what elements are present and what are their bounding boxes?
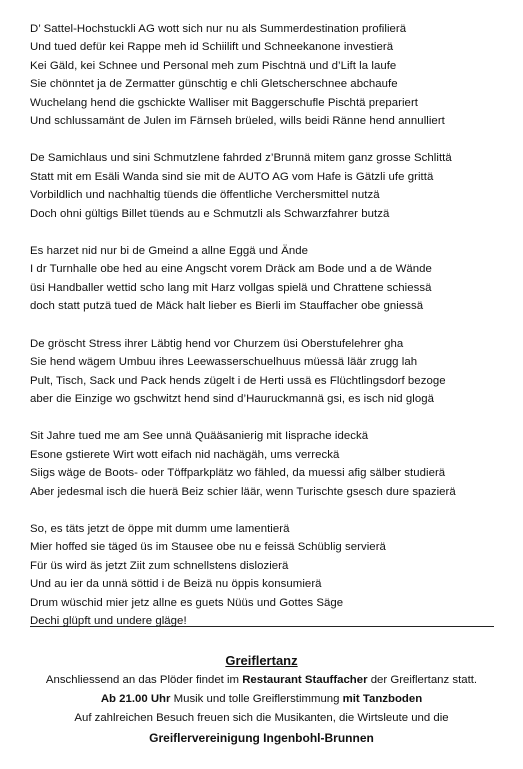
- poem-line: Für üs wird äs jetzt Ziit zum schnellstens dislozierä: [30, 559, 289, 572]
- stanza: [30, 242, 510, 316]
- poem-line: Statt mit em Esäli Wanda sind sie mit de AUTO AG vom Hafe is Gätzli ufe grittä: [30, 170, 434, 183]
- stanza: [30, 520, 510, 630]
- poem-line: De Samichlaus und sini Schmutzlene fahrded z’Brunnä mitem ganz grosse Schlittä: [30, 152, 452, 165]
- poem-line: Pult, Tisch, Sack und Pack hends zügelt i de Herti ussä es Flüchtlingsdorf bezoge: [30, 374, 446, 387]
- announcement-line-1: [14, 671, 509, 690]
- announcement-line-3: Auf zahlreichen Besuch freuen sich die Musikanten, die Wirtsleute und die: [74, 712, 449, 724]
- poem-line: Aber jedesmal isch die huerä Beiz schier läär, wenn Turischte gsesch dure spazierä: [30, 485, 456, 498]
- poem-line: Siigs wäge de Boots- oder Töffparkplätz wo fähled, da muessi afig sälber studierä: [30, 467, 446, 480]
- event-title: Greiflertanz: [225, 653, 298, 668]
- stanza: [30, 20, 510, 130]
- poem-line: Sie chönntet ja de Zermatter günschtig e chli Gletscherschnee abchaufe: [30, 78, 398, 91]
- stanza: [30, 335, 510, 409]
- poem-line: I dr Turnhalle obe hed au eine Angscht vorem Dräck am Bode und a de Wände: [30, 263, 432, 276]
- venue-name: Restaurant Stauffacher: [242, 674, 368, 686]
- poem-line: Und tued defür kei Rappe meh id Schiilift und Schneekanone investierä: [30, 41, 394, 54]
- poem-line: Und au ier da unnä söttid i de Beizä nu öppis konsumierä: [30, 578, 322, 591]
- stanza: [30, 149, 510, 223]
- announcement-line-2: [14, 690, 509, 709]
- stanza: [30, 427, 510, 501]
- poem-line: Und schlussamänt de Julen im Färnseh brüeled, wills beidi Ränne hend annulliert: [30, 115, 445, 128]
- poem-line: Vorbildlich und nachhaltig tüends die öffentliche Verchersmittel nutzä: [30, 189, 380, 202]
- poem-line: So, es täts jetzt de öppe mit dumm ume lamentierä: [30, 522, 290, 535]
- poem-line: Es harzet nid nur bi de Gmeind a allne Eggä und Ände: [30, 245, 309, 258]
- announcement-line-2-middle: Musik und tolle Greiflerstimmung: [170, 693, 343, 705]
- divider-line: [30, 626, 494, 627]
- poem-line: Mier hoffed sie täged üs im Stausee obe nu e feissä Schüblig servierä: [30, 541, 386, 554]
- poem-line: De gröscht Stress ihrer Läbtig hend vor Churzem üsi Oberstufelehrer gha: [30, 337, 404, 350]
- dance-floor-note: mit Tanzboden: [342, 693, 423, 705]
- poem: [30, 20, 510, 649]
- announcement-line-1-end: der Greiflertanz statt.: [367, 674, 478, 686]
- poem-line: Doch ohni gültigs Billet tüends au e Schmutzli als Schwarzfahrer butzä: [30, 207, 390, 220]
- announcement-line-1-start: Anschliessend an das Plöder findet im: [45, 674, 243, 686]
- poem-line: doch statt putzä tued de Mäck halt lieber es Bierli im Stauffacher obe gniessä: [30, 300, 424, 313]
- poem-line: Sie hend wägem Umbuu ihres Leewasserschuelhuus müessä läär zrugg lah: [30, 356, 418, 369]
- poem-line: aber die Einzige wo gschwitzt hend sind d’Hauruckmannä gsi, es isch nid glogä: [30, 392, 435, 405]
- poem-line: üsi Handballer wettid scho lang mit Harz vollgas spielä und Chrattene schiessä: [30, 281, 432, 294]
- poem-line: Drum wüschid mier jetz allne es guets Nüüs und Gottes Säge: [30, 596, 344, 609]
- event-announcement: [14, 652, 509, 748]
- poem-line: D’ Sattel-Hochstuckli AG wott sich nur nu als Summerdestination profilierä: [30, 23, 407, 35]
- poem-line: Wuchelang hend die gschickte Walliser mit Baggerschufle Pischtä prepariert: [30, 96, 419, 109]
- poem-line: Sit Jahre tued me am See unnä Quääsanierig mit Iisprache ideckä: [30, 430, 369, 443]
- organizer-name: Greiflervereinigung Ingenbohl-Brunnen: [149, 731, 374, 745]
- poem-line: Kei Gäld, kei Schnee und Personal meh zum Pischtnä und d’Lift la laufe: [30, 59, 397, 72]
- poem-line: Esone gstierete Wirt wott eifach nid nachägäh, ums verreckä: [30, 448, 340, 461]
- start-time: Ab 21.00 Uhr: [100, 693, 171, 705]
- poem-line: Dechi glüpft und undere gläge!: [30, 614, 187, 627]
